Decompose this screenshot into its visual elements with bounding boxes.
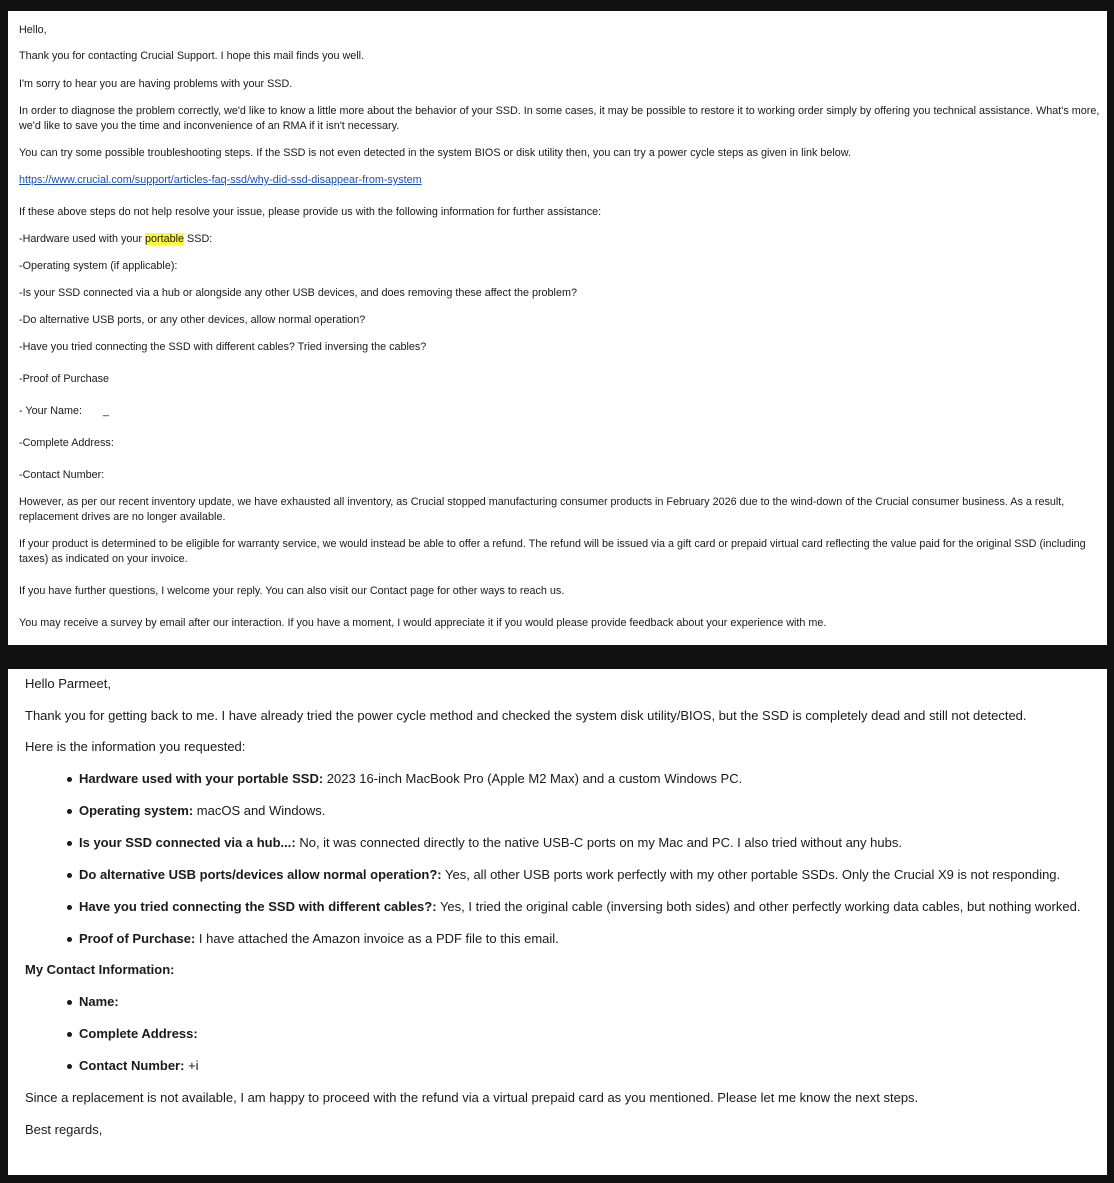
reply-info-list: [25, 770, 1107, 948]
reply-contact-label: Complete Address:: [79, 1026, 198, 1041]
support-q-address: -Complete Address:: [19, 437, 114, 449]
support-link-row: [19, 173, 1107, 188]
support-article-link[interactable]: https://www.crucial.com/support/articles-faq-ssd/why-did-ssd-disappear-from-system: [19, 174, 422, 186]
highlighted-word: portable: [145, 233, 185, 245]
reply-contact-value: +i: [184, 1058, 199, 1073]
support-diagnose-line1: In order to diagnose the problem correctly, we'd like to know a little more about the behavior of your SSD. In some cases, it may be possible to restore it to working order simply by offering you technical assistance. What's more,: [19, 105, 1100, 117]
reply-requested: Here is the information you requested:: [25, 739, 246, 754]
support-q-hardware-after: SSD:: [184, 233, 213, 245]
reply-item-label: Hardware used with your portable SSD:: [79, 771, 324, 786]
reply-item-label: Operating system:: [79, 803, 194, 818]
list-item: [79, 1057, 1107, 1075]
support-q-hardware-before: -Hardware used with your: [19, 233, 146, 245]
support-inventory-line2: replacement drives are no longer available.: [19, 511, 226, 523]
support-warranty-line2: taxes) as indicated on your invoice.: [19, 553, 188, 565]
reply-contact-label: Contact Number:: [79, 1058, 185, 1073]
support-q-proof: -Proof of Purchase: [19, 373, 110, 385]
reply-item-value: 2023 16-inch MacBook Pro (Apple M2 Max) and a custom Windows PC.: [323, 771, 743, 786]
reply-intro: Thank you for getting back to me. I have already tried the power cycle method and checked the system disk utility/BIOS, but the SSD is completely dead and still not detected.: [25, 708, 1027, 723]
list-item: [79, 866, 1107, 884]
support-q-cables: -Have you tried connecting the SSD with different cables? Tried inversing the cables?: [19, 341, 427, 353]
support-q-hub: -Is your SSD connected via a hub or alongside any other USB devices, and does removing these affect the problem?: [19, 287, 577, 299]
support-thanks: Thank you for contacting Crucial Support. I hope this mail finds you well.: [19, 50, 365, 62]
support-survey: You may receive a survey by email after our interaction. If you have a moment, I would appreciate it if you would please provide feedback about your experience with me.: [19, 617, 827, 629]
reply-greeting: Hello Parmeet,: [25, 676, 111, 691]
support-sorry: I'm sorry to hear you are having problems with your SSD.: [19, 78, 293, 90]
reply-contact-label: Name:: [79, 994, 119, 1009]
support-warranty: [19, 537, 1107, 567]
support-greeting: Hello,: [19, 24, 47, 36]
support-questions: If you have further questions, I welcome your reply. You can also visit our Contact page for other ways to reach us.: [19, 585, 565, 597]
support-warranty-line1: If your product is determined to be eligible for warranty service, we would instead be able to offer a refund. The refund will be issued via a gift card or prepaid virtual card reflecting the value paid for the original SSD (including: [19, 538, 1086, 550]
support-q-hardware: [19, 232, 1107, 247]
support-inventory-line1: However, as per our recent inventory update, we have exhausted all inventory, as Crucial stopped manufacturing consumer products in February 2026 due to the wind-down of the Crucial consumer business. As a result,: [19, 496, 1065, 508]
list-item: [79, 770, 1107, 788]
support-diagnose: [19, 104, 1107, 134]
reply-contact-heading: My Contact Information:: [25, 962, 175, 977]
reply-item-label: Do alternative USB ports/devices allow normal operation?:: [79, 867, 442, 882]
list-item: [79, 834, 1107, 852]
support-diagnose-line2: we'd like to save you the time and inconvenience of an RMA if it isn't necessary.: [19, 120, 400, 132]
reply-item-value: No, it was connected directly to the native USB-C ports on my Mac and PC. I also tried without any hubs.: [295, 835, 902, 850]
list-item: [79, 802, 1107, 820]
reply-item-value: Yes, I tried the original cable (inversing both sides) and other perfectly working data cables, but nothing worked.: [436, 899, 1081, 914]
support-email-panel: [8, 11, 1107, 645]
reply-item-value: macOS and Windows.: [193, 803, 326, 818]
reply-email-panel: [8, 669, 1107, 1175]
support-inventory: [19, 495, 1107, 525]
reply-item-value: I have attached the Amazon invoice as a PDF file to this email.: [195, 931, 559, 946]
support-q-name-label: - Your Name:: [19, 405, 83, 417]
list-item: [79, 898, 1107, 916]
reply-refund: Since a replacement is not available, I am happy to proceed with the refund via a virtual prepaid card as you mentioned. Please let me know the next steps.: [25, 1090, 919, 1105]
support-further-info: If these above steps do not help resolve your issue, please provide us with the following information for further assistance:: [19, 206, 602, 218]
reply-item-label: Proof of Purchase:: [79, 931, 196, 946]
reply-item-label: Have you tried connecting the SSD with different cables?:: [79, 899, 437, 914]
support-q-name-mark: _: [103, 405, 110, 417]
list-item: [79, 1025, 1107, 1043]
support-q-os: -Operating system (if applicable):: [19, 260, 178, 272]
support-q-name: [19, 404, 1107, 419]
list-item: [79, 930, 1107, 948]
support-q-ports: -Do alternative USB ports, or any other devices, allow normal operation?: [19, 314, 366, 326]
reply-closing: Best regards,: [25, 1122, 103, 1137]
reply-item-value: Yes, all other USB ports work perfectly with my other portable SSDs. Only the Crucial X9 is not responding.: [441, 867, 1061, 882]
support-q-contact: -Contact Number:: [19, 469, 105, 481]
support-troubleshoot: You can try some possible troubleshooting steps. If the SSD is not even detected in the system BIOS or disk utility then, you can try a power cycle steps as given in link below.: [19, 147, 851, 159]
list-item: [79, 993, 1107, 1011]
reply-contact-list: [25, 993, 1107, 1075]
reply-item-label: Is your SSD connected via a hub...:: [79, 835, 296, 850]
